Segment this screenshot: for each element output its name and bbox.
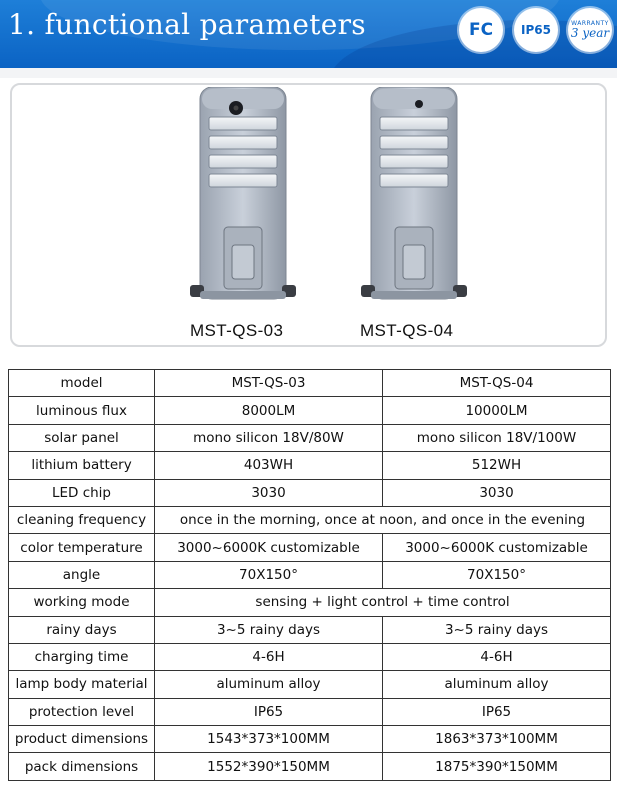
parameter-name-cell: rainy days <box>9 616 155 643</box>
street-light-image-mst-qs-04 <box>359 87 469 309</box>
header-divider <box>0 68 617 78</box>
table-row <box>9 671 611 698</box>
parameter-name-cell: charging time <box>9 643 155 670</box>
mst-qs-03-value-cell: 403WH <box>155 452 383 479</box>
mst-qs-03-value-cell: 1552*390*150MM <box>155 753 383 780</box>
table-row <box>9 534 611 561</box>
mst-qs-03-value-cell: aluminum alloy <box>155 671 383 698</box>
ip65-badge-icon <box>514 8 558 52</box>
mst-qs-04-value-cell: 70X150° <box>383 561 611 588</box>
mst-qs-04-value-cell: 4-6H <box>383 643 611 670</box>
table-row <box>9 698 611 725</box>
mst-qs-04-value-cell: aluminum alloy <box>383 671 611 698</box>
parameter-name-cell: lithium battery <box>9 452 155 479</box>
street-light-image-mst-qs-03 <box>188 87 298 309</box>
mst-qs-04-value-cell: 1875*390*150MM <box>383 753 611 780</box>
table-row <box>9 589 611 616</box>
parameter-name-cell: luminous flux <box>9 397 155 424</box>
table-row <box>9 616 611 643</box>
parameter-name-cell: protection level <box>9 698 155 725</box>
shared-value-cell: sensing + light control + time control <box>155 589 611 616</box>
mst-qs-04-value-cell: IP65 <box>383 698 611 725</box>
mst-qs-03-value-cell: 3030 <box>155 479 383 506</box>
fc-badge-text: FC <box>468 20 494 40</box>
warranty-badge-text: 3 year <box>570 26 610 40</box>
parameter-name-cell: LED chip <box>9 479 155 506</box>
table-row <box>9 424 611 451</box>
product-model-label: MST-QS-03 <box>190 321 284 340</box>
product-image-panel <box>10 83 607 347</box>
parameter-name-cell: model <box>9 370 155 397</box>
table-row <box>9 561 611 588</box>
mst-qs-03-value-cell: IP65 <box>155 698 383 725</box>
table-row <box>9 506 611 533</box>
parameters-table-body <box>9 370 611 781</box>
parameter-name-cell: product dimensions <box>9 726 155 753</box>
parameter-name-cell: working mode <box>9 589 155 616</box>
mst-qs-03-value-cell: 4-6H <box>155 643 383 670</box>
mst-qs-04-value-cell: MST-QS-04 <box>383 370 611 397</box>
mst-qs-03-value-cell: MST-QS-03 <box>155 370 383 397</box>
ip65-badge-text: IP65 <box>521 23 551 37</box>
header-banner <box>0 0 617 68</box>
mst-qs-03-value-cell: 70X150° <box>155 561 383 588</box>
fc-certification-icon <box>459 8 503 52</box>
parameter-name-cell: lamp body material <box>9 671 155 698</box>
mst-qs-03-value-cell: 3000~6000K customizable <box>155 534 383 561</box>
mst-qs-03-value-cell: 3~5 rainy days <box>155 616 383 643</box>
shared-value-cell: once in the morning, once at noon, and once in the evening <box>155 506 611 533</box>
mst-qs-04-value-cell: 1863*373*100MM <box>383 726 611 753</box>
mst-qs-04-value-cell: mono silicon 18V/100W <box>383 424 611 451</box>
table-row <box>9 643 611 670</box>
table-row <box>9 726 611 753</box>
warranty-badge-top-text: WARRANTY <box>571 20 609 27</box>
mst-qs-04-value-cell: 3030 <box>383 479 611 506</box>
mst-qs-04-value-cell: 10000LM <box>383 397 611 424</box>
parameter-name-cell: pack dimensions <box>9 753 155 780</box>
table-row <box>9 753 611 780</box>
mst-qs-03-value-cell: 1543*373*100MM <box>155 726 383 753</box>
table-row <box>9 397 611 424</box>
product-model-label: MST-QS-04 <box>360 321 454 340</box>
page-title: 1. functional parameters <box>8 8 366 41</box>
mst-qs-04-value-cell: 3~5 rainy days <box>383 616 611 643</box>
table-row <box>9 370 611 397</box>
mst-qs-04-value-cell: 512WH <box>383 452 611 479</box>
functional-parameters-table <box>8 369 611 781</box>
table-row <box>9 479 611 506</box>
warranty-badge-icon <box>568 8 612 52</box>
mst-qs-04-value-cell: 3000~6000K customizable <box>383 534 611 561</box>
parameter-name-cell: angle <box>9 561 155 588</box>
parameter-name-cell: color temperature <box>9 534 155 561</box>
mst-qs-03-value-cell: 8000LM <box>155 397 383 424</box>
table-row <box>9 452 611 479</box>
mst-qs-03-value-cell: mono silicon 18V/80W <box>155 424 383 451</box>
parameter-name-cell: solar panel <box>9 424 155 451</box>
parameter-name-cell: cleaning frequency <box>9 506 155 533</box>
